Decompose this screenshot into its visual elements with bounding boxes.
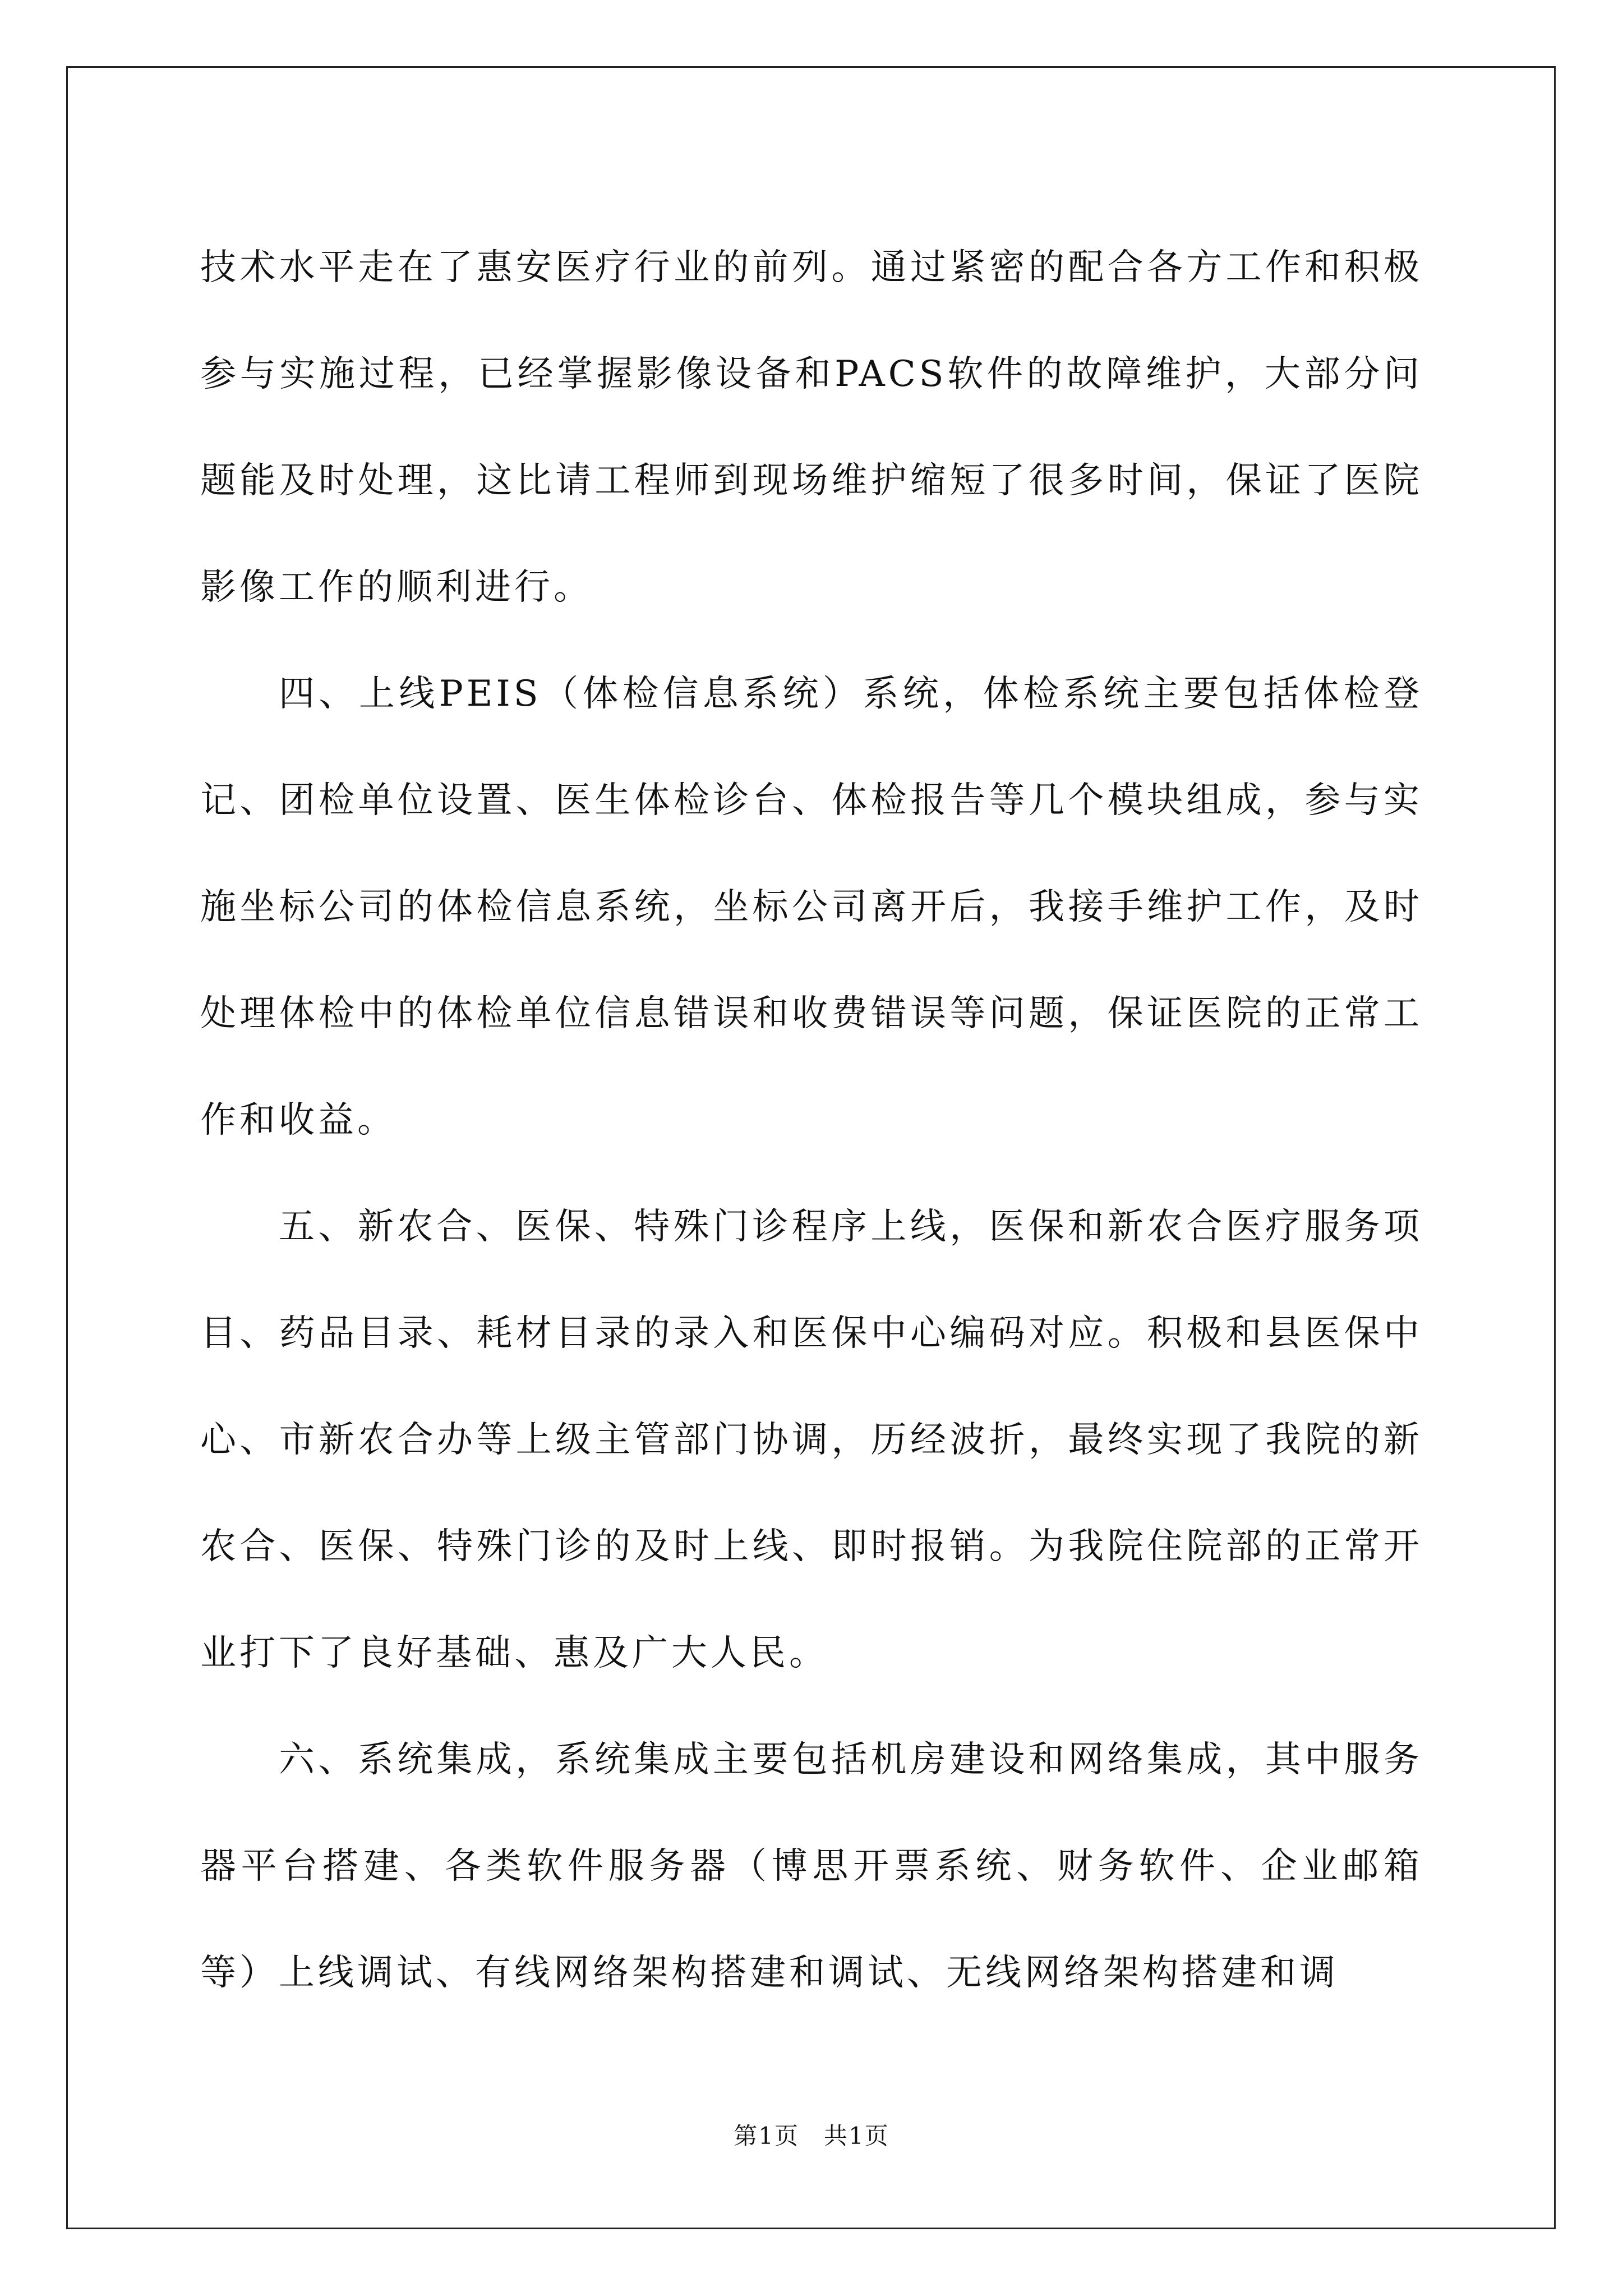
paragraph-1: 技术水平走在了惠安医疗行业的前列。通过紧密的配合各方工作和积极参与实施过程，已经掌握影像设备和PACS软件的故障维护，大部分问题能及时处理，这比请工程师到现场维护缩短了很多时间，保证了医院影像工作的顺利进行。 xyxy=(200,247,1423,608)
paragraph-4: 六、系统集成，系统集成主要包括机房建设和网络集成，其中服务器平台搭建、各类软件服务器（博思开票系统、财务软件、企业邮箱等）上线调试、有线网络架构搭建和调试、无线网络架构搭建和调 xyxy=(200,1739,1423,1994)
paragraph-3: 五、新农合、医保、特殊门诊程序上线，医保和新农合医疗服务项目、药品目录、耗材目录的录入和医保中心编码对应。积极和县医保中心、市新农合办等上级主管部门协调，历经波折，最终实现了我院的新农合、医保、特殊门诊的及时上线、即时报销。为我院住院部的正常开业打下了良好基础、惠及广大人民。 xyxy=(200,1206,1423,1674)
document-body xyxy=(200,214,1423,2026)
paragraph-2: 四、上线PEIS（体检信息系统）系统，体检系统主要包括体检登记、团检单位设置、医生体检诊台、体检报告等几个模块组成，参与实施坐标公司的体检信息系统，坐标公司离开后，我接手维护工作，及时处理体检中的体检单位信息错误和收费错误等问题，保证医院的正常工作和收益。 xyxy=(200,673,1423,1141)
page-footer: 第1页 共1页 xyxy=(734,2122,889,2150)
